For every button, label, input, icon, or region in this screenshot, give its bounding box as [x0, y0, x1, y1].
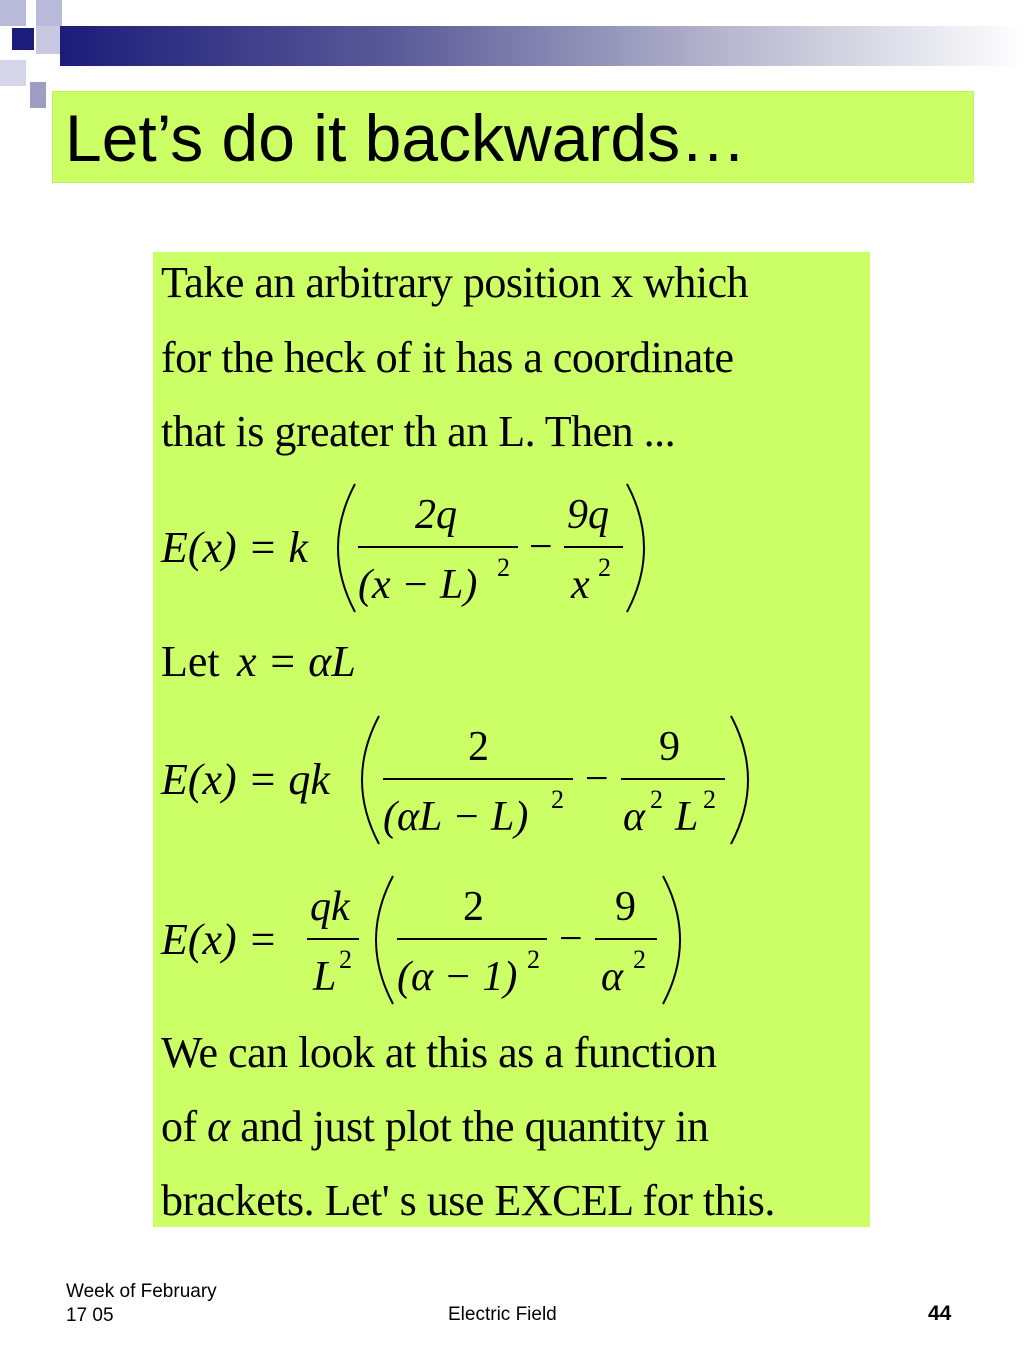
eq3-den2b-exp: 2 [703, 785, 716, 814]
corner-square-light-2 [36, 0, 62, 26]
equation-2-svg [153, 634, 870, 694]
text-line-of-alpha [161, 1102, 709, 1152]
content-box [153, 252, 870, 1227]
equation-1 [153, 480, 870, 621]
footer-date-line-1: Week of February [66, 1281, 217, 1302]
corner-square-light-3 [36, 26, 62, 54]
footer-date [66, 1280, 286, 1328]
eq4-num2: 9 [615, 884, 636, 930]
eq3-den1: (αL − L) [383, 794, 529, 840]
eq1-lhs: E(x) = k [161, 523, 308, 572]
page-number: 44 [928, 1302, 952, 1325]
eq1-num1: 2q [415, 492, 457, 538]
slide-title: Let’s do it backwards… [65, 101, 747, 175]
equation-4 [153, 872, 870, 1013]
corner-square-light-1 [0, 0, 26, 26]
text-line-3: that is greater th an L. Then ... [161, 407, 676, 456]
equation-3-svg [153, 712, 870, 848]
eq1-left-paren [338, 484, 355, 612]
text-line-1: Take an arbitrary position x which [161, 258, 749, 307]
eq4-den1-exp: 2 [527, 945, 540, 974]
eq4-pre-den: L [313, 954, 337, 1000]
eq1-den1: (x − L) [358, 562, 478, 608]
footer-date-line-2: 17 05 [66, 1305, 114, 1326]
eq3-den2b: L [675, 794, 699, 840]
eq2-text: x = αL [237, 637, 356, 686]
eq4-num1: 2 [463, 884, 484, 930]
eq4-right-paren [663, 876, 680, 1004]
of-word: of [161, 1102, 197, 1151]
eq4-den2-exp: 2 [633, 945, 646, 974]
eq1-minus: − [529, 524, 553, 570]
eq1-den1-exp: 2 [497, 553, 510, 582]
eq4-left-paren [376, 876, 393, 1004]
eq3-right-paren [731, 716, 748, 844]
eq3-lhs: E(x) = qk [161, 755, 330, 804]
equation-4-svg [153, 872, 870, 1008]
footer-title: Electric Field [448, 1304, 557, 1325]
eq1-den2: x [571, 562, 590, 608]
eq4-minus: − [559, 916, 583, 962]
eq4-pre-den-exp: 2 [339, 945, 352, 974]
line-suffix: and just plot the quantity in [240, 1102, 709, 1151]
eq1-den2-exp: 2 [598, 553, 611, 582]
text-line-5: brackets. Let' s use EXCEL for this. [161, 1176, 775, 1225]
text-line-2: for the heck of it has a coordinate [161, 333, 734, 382]
equation-2 [153, 634, 870, 699]
corner-square-mid-1 [30, 82, 46, 108]
eq4-pre-num: qk [310, 884, 350, 930]
alpha-symbol: α [207, 1102, 230, 1151]
eq3-num2: 9 [659, 724, 680, 770]
corner-square-dark-1 [12, 28, 34, 50]
equation-1-svg [153, 480, 870, 616]
title-box [52, 91, 974, 183]
eq3-den2a-exp: 2 [650, 785, 663, 814]
eq1-right-paren [627, 484, 644, 612]
equation-3 [153, 712, 870, 853]
eq3-den1-exp: 2 [551, 785, 564, 814]
eq3-minus: − [585, 756, 609, 802]
eq4-den2: α [601, 954, 624, 1000]
eq3-den2a: α [623, 794, 646, 840]
eq3-num1: 2 [468, 724, 489, 770]
eq1-num2: 9q [567, 492, 609, 538]
corner-square-light-4 [0, 60, 26, 86]
eq4-den1: (α − 1) [397, 954, 518, 1000]
let-word: Let [161, 637, 220, 686]
eq3-left-paren [362, 716, 379, 844]
text-line-4: We can look at this as a function [161, 1028, 717, 1077]
header-gradient-bar [60, 26, 1024, 66]
eq4-lhs: E(x) = [161, 915, 278, 964]
